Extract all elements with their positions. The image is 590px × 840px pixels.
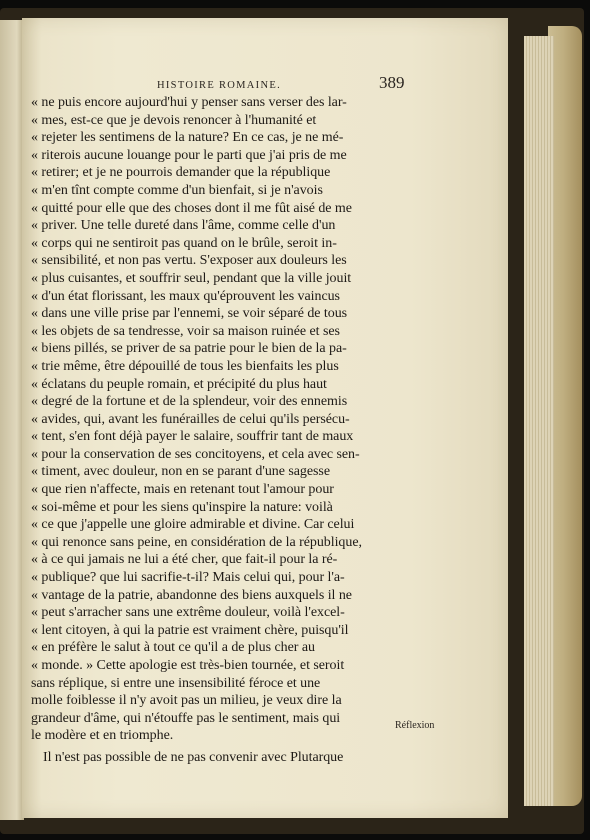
text-line: « pour la conservation de ses concitoyens, et cela avec sen- (31, 446, 360, 462)
text-line: molle foiblesse il n'y avoit pas un milieu, je veux dire la (31, 693, 342, 709)
margin-note: Réflexion (395, 720, 435, 731)
text-line: « quitté pour elle que des choses dont il me fût aisé de me (31, 200, 352, 216)
text-line: « avides, qui, avant les funérailles de celui qu'ils persécu- (31, 411, 350, 427)
text-line: « retirer; et je ne pourrois demander que la république (31, 165, 331, 181)
text-line: « m'en tînt compte comme d'un bienfait, si je n'avois (31, 182, 323, 198)
text-line: « les objets de sa tendresse, voir sa maison ruinée et ses (31, 323, 340, 339)
text-line: « à ce qui jamais ne lui a été cher, que fait-il pour la ré- (31, 552, 338, 568)
text-line: « soi-même et pour les siens qu'inspire la nature: voilà (31, 499, 333, 515)
text-line: « tent, s'en font déjà payer le salaire, souffrir tant de maux (31, 429, 354, 445)
text-line: « d'un état florissant, les maux qu'éprouvent les vaincus (31, 288, 340, 304)
text-line: « degré de la fortune et de la splendeur, voir des ennemis (31, 394, 348, 410)
text-line: « vantage de la patrie, abandonne des biens auxquels il ne (31, 587, 352, 603)
text-line: « ne puis encore aujourd'hui y penser sans verser des lar- (31, 95, 347, 110)
text-line: « priver. Une telle dureté dans l'âme, comme celle d'un (31, 218, 336, 234)
page-number: 389 (379, 73, 405, 92)
text-line: le modère et en triomphe. (31, 728, 174, 744)
text-line: « qui renonce sans peine, en considération de la république, (31, 534, 362, 550)
text-line: grandeur d'âme, qui n'étouffe pas le sentiment, mais qui (31, 710, 341, 726)
text-line: « peut s'arracher sans une extrême douleur, voilà l'excel- (31, 605, 345, 621)
text-line: « éclatans du peuple romain, et précipité du plus haut (31, 376, 327, 392)
text-line: « biens pillés, se priver de sa patrie pour le bien de la pa- (31, 341, 347, 357)
text-line: « que rien n'affecte, mais en retenant tout l'amour pour (31, 482, 334, 498)
text-line: « timent, avec douleur, non en se parant d'une sagesse (31, 464, 330, 480)
text-line: « lent citoyen, à qui la patrie est vraiment chère, puisqu'il (31, 622, 349, 638)
text-line: « riterois aucune louange pour le parti que j'ai pris de me (31, 147, 347, 163)
text-line: sans réplique, si entre une insensibilité féroce et une (31, 675, 321, 691)
text-line: « rejeter les sentimens de la nature? En ce cas, je ne mé- (31, 130, 344, 146)
paragraph-start-line: Il n'est pas possible de ne pas convenir avec Plutarque (43, 749, 344, 765)
text-line: « dans une ville prise par l'ennemi, se voir séparé de tous (31, 306, 348, 322)
text-line: « mes, est-ce que je devois renoncer à l'humanité et (31, 112, 317, 128)
facing-page-edge (0, 20, 24, 820)
text-line: « en préfère le salut à tout ce qu'il a de plus cher au (31, 640, 315, 656)
text-line: « monde. » Cette apologie est très-bien tournée, et seroit (31, 658, 345, 673)
text-line: « corps qui ne sentiroit pas quand on le brûle, seroit in- (31, 235, 337, 251)
text-line: « plus cuisantes, et souffrir seul, pendant que la ville jouit (31, 270, 352, 286)
text-line: « ce que j'appelle une gloire admirable et divine. Car celui (31, 517, 355, 533)
page-stack-edge (524, 36, 554, 806)
running-title: HISTOIRE ROMAINE. (157, 80, 281, 91)
text-line: « trie même, être dépouillé de tous les bienfaits les plus (31, 358, 339, 374)
text-line: « sensibilité, et non pas vertu. S'exposer aux douleurs les (31, 253, 347, 269)
text-line: « publique? que lui sacrifie-t-il? Mais celui qui, pour l'a- (31, 570, 345, 586)
body-text (31, 94, 403, 767)
